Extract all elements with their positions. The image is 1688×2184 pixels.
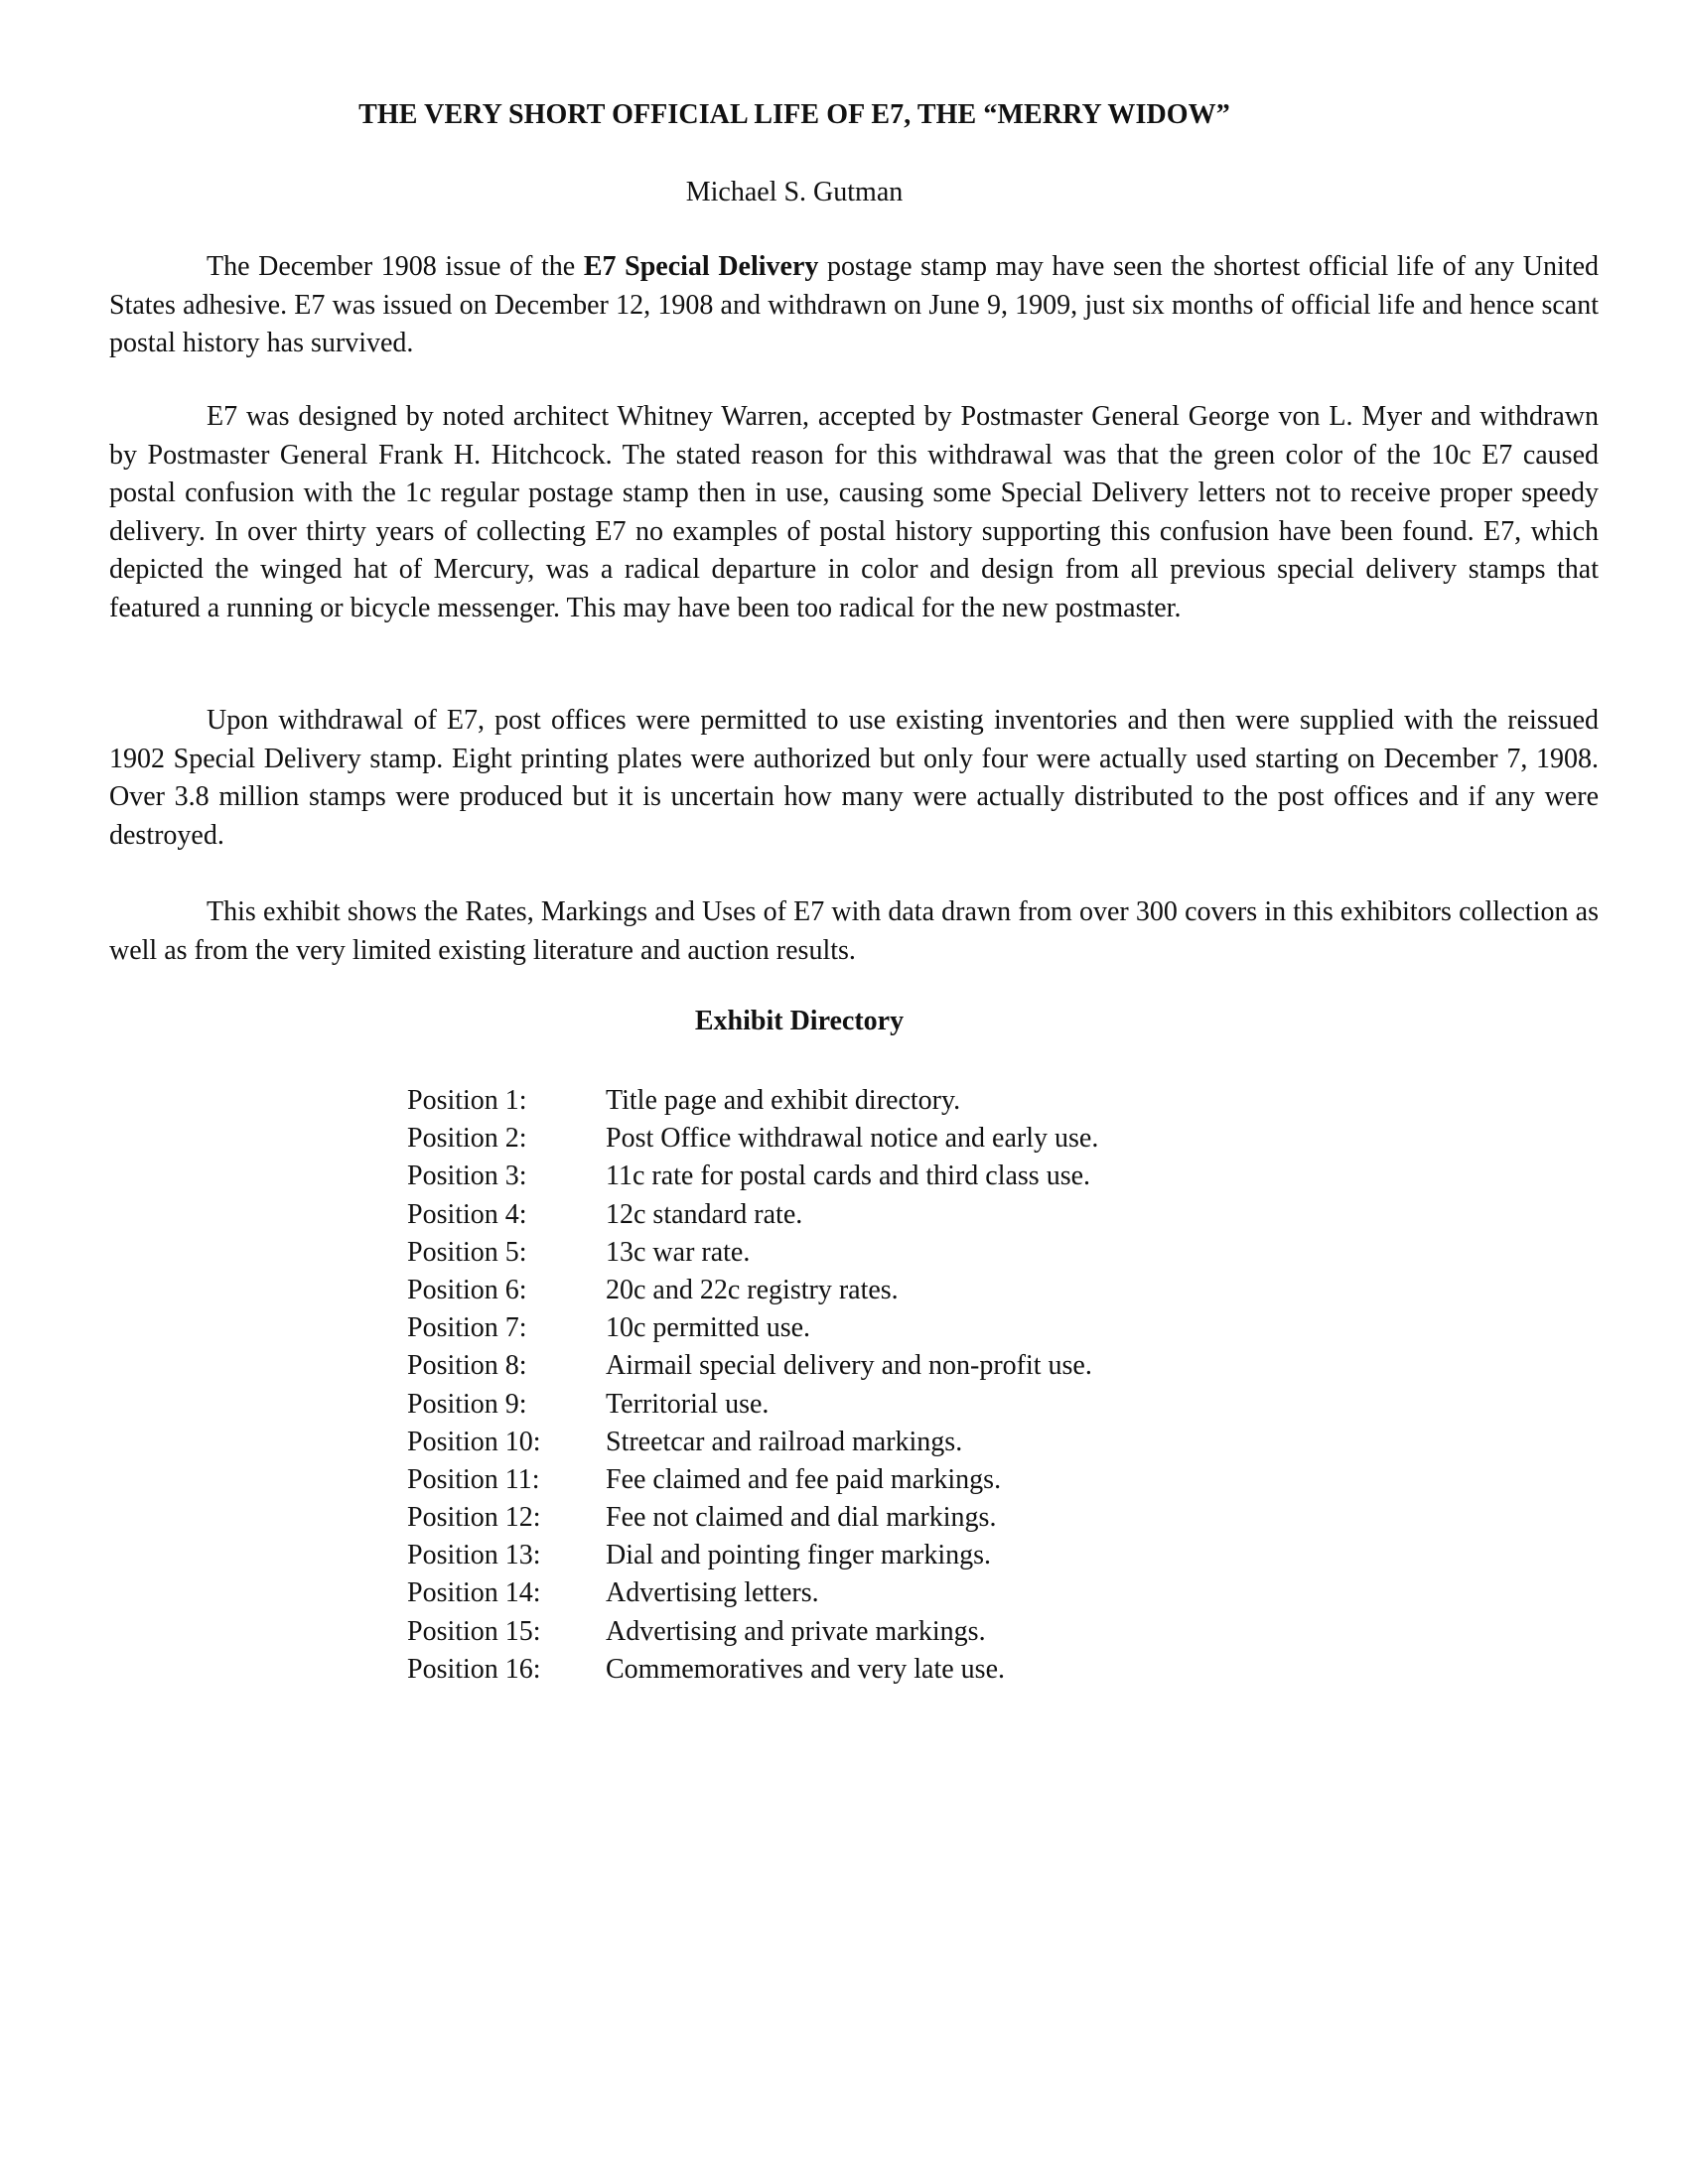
intro-text-start: The December 1908 issue of the: [207, 251, 584, 282]
directory-position-label: Position 11:: [407, 1463, 540, 1495]
directory-description: Advertising letters.: [606, 1577, 819, 1609]
directory-description: 10c permitted use.: [606, 1312, 811, 1344]
intro-text-end: postage stamp may have seen the shortest official life of any United States adhesive. E7 was issued on December 12, 1908 and withdrawn on June 9, 1909, just six months of official life and hence scant postal history has survived.: [109, 251, 1599, 358]
directory-position-label: Position 14:: [407, 1577, 541, 1609]
directory-position-label: Position 3:: [407, 1160, 527, 1192]
directory-entry: [407, 1651, 1098, 1689]
directory-entry: [407, 1120, 1098, 1158]
directory-description: 13c war rate.: [606, 1236, 751, 1268]
directory-description: Title page and exhibit directory.: [606, 1085, 961, 1116]
directory-position-label: Position 4:: [407, 1198, 527, 1230]
directory-position-label: Position 13:: [407, 1540, 541, 1571]
directory-description: 12c standard rate.: [606, 1198, 803, 1230]
directory-entry: [407, 1196, 1098, 1234]
directory-heading: Exhibit Directory: [694, 1006, 905, 1036]
stamp-name-bold: E7 Special Delivery: [583, 251, 819, 282]
directory-description: 11c rate for postal cards and third class use.: [606, 1160, 1091, 1192]
directory-entry: [407, 1499, 1098, 1537]
directory-position-label: Position 6:: [407, 1274, 527, 1305]
directory-position-label: Position 10:: [407, 1426, 541, 1457]
directory-entry: [407, 1537, 1098, 1574]
directory-description: Fee not claimed and dial markings.: [606, 1502, 997, 1534]
directory-position-label: Position 16:: [407, 1653, 541, 1685]
directory-position-label: Position 5:: [407, 1236, 527, 1268]
directory-position-label: Position 7:: [407, 1312, 527, 1344]
directory-description: Streetcar and railroad markings.: [606, 1426, 963, 1457]
directory-entry: [407, 1158, 1098, 1195]
directory-entry: [407, 1347, 1098, 1385]
directory-description: Commemoratives and very late use.: [606, 1653, 1005, 1685]
directory-entry: [407, 1613, 1098, 1651]
exhibit-directory-list: [407, 1082, 1098, 1689]
directory-description: Post Office withdrawal notice and early use.: [606, 1123, 1099, 1155]
directory-description: 20c and 22c registry rates.: [606, 1274, 899, 1305]
withdrawal-paragraph: Upon withdrawal of E7, post offices were permitted to use existing inventories and then were supplied with the reissued 1902 Special Delivery stamp. Eight printing plates were authorized but only four were actually used starting on December 7, 1908. Over 3.8 million stamps were produced but it is uncertain how many were actually distributed to the post offices and if any were destroyed.: [109, 705, 1599, 851]
directory-description: Fee claimed and fee paid markings.: [606, 1463, 1002, 1495]
intro-paragraph: [109, 248, 1599, 363]
directory-entry: [407, 1461, 1098, 1499]
directory-position-label: Position 8:: [407, 1350, 527, 1382]
directory-entry: [407, 1424, 1098, 1461]
directory-entry: [407, 1082, 1098, 1120]
author-name: Michael S. Gutman: [685, 177, 904, 207]
directory-entry: [407, 1386, 1098, 1424]
directory-position-label: Position 15:: [407, 1615, 541, 1647]
directory-position-label: Position 9:: [407, 1388, 527, 1420]
directory-description: Territorial use.: [606, 1388, 770, 1420]
directory-position-label: Position 2:: [407, 1123, 527, 1155]
directory-position-label: Position 1:: [407, 1085, 527, 1116]
exhibit-paragraph: This exhibit shows the Rates, Markings and Uses of E7 with data drawn from over 300 covers in this exhibitors collection as well as from the very limited existing literature and auction results.: [109, 896, 1599, 966]
directory-description: Dial and pointing finger markings.: [606, 1540, 992, 1571]
directory-description: Advertising and private markings.: [606, 1615, 986, 1647]
directory-entry: [407, 1272, 1098, 1309]
design-paragraph: E7 was designed by noted architect Whitney Warren, accepted by Postmaster General George von L. Myer and withdrawn by Postmaster General Frank H. Hitchcock. The stated reason for this withdrawal was that the green color of the 10c E7 caused postal confusion with the 1c regular postage stamp then in use, causing some Special Delivery letters not to receive proper speedy delivery. In over thirty years of collecting E7 no examples of postal history supporting this confusion have been found. E7, which depicted the winged hat of Mercury, was a radical departure in color and design from all previous special delivery stamps that featured a running or bicycle messenger. This may have been too radical for the new postmaster.: [109, 401, 1599, 623]
directory-entry: [407, 1574, 1098, 1612]
directory-entry: [407, 1234, 1098, 1272]
document-title: THE VERY SHORT OFFICIAL LIFE OF E7, THE “MERRY WIDOW”: [358, 99, 1230, 130]
directory-entry: [407, 1309, 1098, 1347]
directory-description: Airmail special delivery and non-profit use.: [606, 1350, 1092, 1382]
directory-position-label: Position 12:: [407, 1502, 541, 1534]
